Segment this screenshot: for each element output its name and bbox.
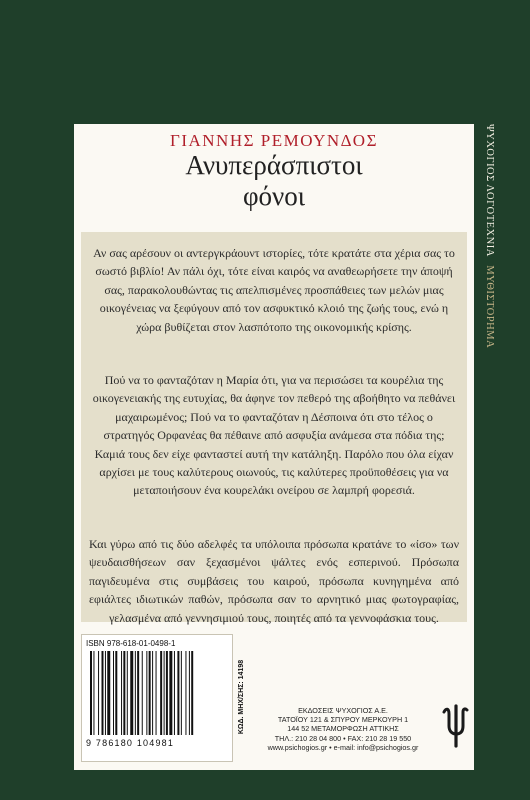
blurb-paragraph-1: Αν σας αρέσουν οι αντεργκράουντ ιστορίες, τότε κρατάτε στα χέρια σας το σωστό βιβλίο! Αν πάλι όχι, τότε είναι καιρός να αναθεωρήσετε την άποψή σας, παρακολουθώντας τις απελπισμένες προσπάθειες των μελών μιας οικογένειας να ξεφύγουν από τον ασφυκτικό κλοιό της ζωής τους, ενώ η χώρα βυθίζεται στον λασπότοπο της οικονομικής κρίσης. (93, 246, 455, 334)
product-code-text: ΚΩΔ. ΜΗΧ/ΣΗΣ: 14198 (238, 659, 245, 735)
publisher-phone: ΤΗΛ.: 210 28 04 800 • FAX: 210 28 19 550 (274, 733, 412, 743)
title-line-2: φόνοι (242, 181, 306, 211)
barcode-number: 9 786180 104981 (86, 738, 175, 748)
title-line-1: Ανυπεράσπιστοι (185, 150, 363, 180)
publisher-name: ΕΚΔΟΣΕΙΣ ΨΥΧΟΓΙΟΣ Α.Ε. (298, 706, 388, 715)
barcode (81, 634, 233, 762)
blurb-paragraph-2: Πού να το φανταζόταν η Μαρία ότι, για να περισώσει τα κουρέλια της οικογενειακής της ευτυχίας, θα άφηνε τον πεθερό της αβοήθητο να πεθάνει μαχαιρωμένος; Πού να το φανταζόταν η Δέσποινα ότι στο τέλος ο στρατηγός Ορφανέας θα πέθαινε από ασφυξία ανάμεσα στα πόδια της; Καμιά τους δεν είχε φανταστεί αυτή την κατάληξη. Παρόλο που όλα είχαν αρχίσει με τους καλύτερους οιωνούς, τις καλύτερες προϋποθέσεις για να μεταποιήσουν ένα κουρελάκι ονείρου σε λαμπρή φορεσιά. (92, 373, 456, 498)
spine-series: ΨΥΧΟΓΙΟΣ ΛΟΓΟΤΕΧΝΙΑ (484, 124, 495, 257)
spine-genre: ΜΥΘΙΣΤΟΡΗΜΑ (484, 265, 495, 349)
publisher-info (258, 706, 428, 752)
blurb-paragraph-3: Και γύρω από τις δύο αδελφές τα υπόλοιπα πρόσωπα κρατάνε το «ίσο» των ψευδαισθήσεων σαν ξεχασμένοι ψάλτες ενός εσπερινού. Πρόσωπα παγιδευμένα στις συμβάσεις του καιρού, πρόσωπα κυνηγημένα από εφιάλτες ιδιωτικών παθών, πρόσωπα σαν το αρνητικό μιας φωτογραφίας, γελασμένα από γεννησιμιού τους, ποιητές από τα γεννοφάσκια τους. (89, 537, 459, 625)
spine-text (479, 124, 499, 514)
isbn-label: ISBN 978-618-01-0498-1 (86, 639, 176, 648)
blurb-box (81, 232, 467, 625)
product-code (238, 634, 250, 760)
publisher-web: www.psichogios.gr • e-mail: info@psichogios.gr (267, 742, 419, 752)
barcode-bars (88, 651, 226, 735)
publisher-logo-icon (440, 704, 472, 748)
publisher-city: 144 52 ΜΕΤΑΜΟΡΦΩΣΗ ΑΤΤΙΚΗΣ (287, 724, 399, 734)
author-name: ΓΙΑΝΝΗΣ ΡΕΜΟΥΝΔΟΣ (170, 131, 378, 150)
book-title (74, 150, 474, 212)
publisher-address: ΤΑΤΟΪΟΥ 121 & ΣΠΥΡΟΥ ΜΕΡΚΟΥΡΗ 1 (277, 715, 409, 725)
